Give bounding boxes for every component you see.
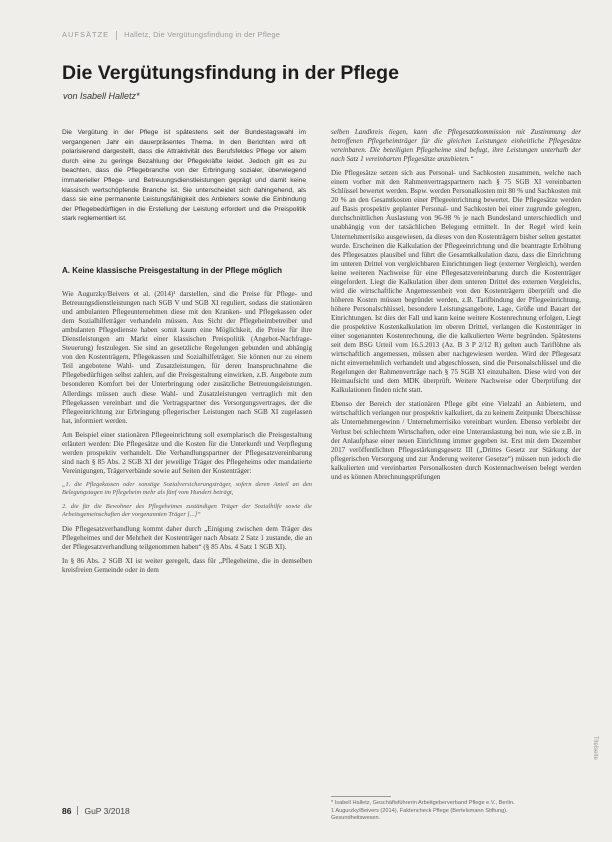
running-header — [62, 30, 572, 44]
journal-issue: GuP 3/2018 — [84, 806, 130, 816]
page-footer — [62, 806, 130, 816]
body-paragraph: Die Pflegesatzverhandlung kommt daher durch „Einigung zwischen dem Träger des Pflegeheimes und der Mehrheit der Kostenträger nach Absatz 2 Satz 1 zustande, die an der Pflegesatzverhandlung teilgenommen haben“ (§ 85 Abs. 4 Satz 1 SGB XI). — [62, 524, 312, 551]
article-title: Die Vergütungsfindung in der Pflege — [62, 62, 399, 84]
page-number: 86 — [62, 806, 72, 816]
article-author: von Isabell Halletz* — [63, 91, 140, 101]
section-label: AUFSÄTZE — [62, 30, 110, 39]
footnote: * Isabell Halletz, Geschäftsführerin Arbeitgeberverband Pflege e.V., Berlin. — [331, 800, 515, 806]
quote-list-item: „1. die Pflegekassen oder sonstige Sozialversicherungsträger, sofern deren Anteil an den Belegungstagen im Pflegeheim mehr als fünf vom Hundert beträgt, — [62, 480, 312, 497]
header-divider — [116, 31, 117, 40]
body-paragraph: In § 86 Abs. 2 SGB XI ist weiter geregelt, dass für „Pflegeheime, die in demselben kreisfreien Gemeinde oder in dem — [62, 556, 312, 574]
lead-paragraph: Die Vergütung in der Pflege ist spätestens seit der Bundestagswahl im vergangenen Jahr ein dauerpräsentes Thema. In den Berichten wird oft polarisierend dargestellt, dass die Attraktivität des Berufsfeldes Pflege vor allem durch eine zu geringe Bezahlung der Pflegekräfte leidet. Jedoch gilt es zu beachten, dass die Pflegebranche von der Erbringung sozialer, überwiegend immaterieller Pflege- und Betreuungsdienstleistungen geprägt und damit keine klassisch wertschöpfende Branche ist. Sie unterscheidet sich dahingehend, als dass sie eine permanente Leistungsfähigkeit des Anbieters sowie die Einbindung der Pflegebedürftigen in die Erstellung der Leistung erfordert und die Preispolitik stark reglementiert ist. — [62, 129, 306, 223]
quote-list-item: 2. die für die Bewohner des Pflegeheimes zuständigen Träger der Sozialhilfe sowie die Arbeitsgemeinschaften der vorgenannten Träger [...]“ — [62, 502, 312, 519]
left-column — [62, 290, 312, 824]
footer-divider — [77, 806, 78, 815]
right-column — [331, 128, 581, 796]
body-paragraph: Die Pflegesätze setzen sich aus Personal- und Sachkosten zusammen, welche nach einem vorher mit den Rahmenvertragspartnern nach § 75 SGB XI vereinbarten Schlüssel bewertet werden. Bspw. werden Personalkosten mit 80 % und Sachkosten mit 20 % an den Gesamtkosten einer Pflegeeinrichtung bewertet. Die Pflegesätze werden auf Basis prospektiv geplanter Personal- und Sachkosten bei einer zugrunde gelegten, durchschnittlichen Auslastung von 96-98 % je nach Bundesland unterschiedlich und unabhängig von der tatsächlichen Belegung ermittelt. In der Regel wird kein Unternehmerrisiko ausgewiesen, da dieses von den Kostenträgern bisher selten gestattet wurde. Erscheinen die Kalkulation der Pflegeeinrichtung und die beantragte Erhöhung des Pflegesatzes plausibel und führt die Gesamtkalkulation dazu, dass die Einrichtung im unteren Drittel von vergleichbaren Einrichtungen liegt (externer Vergleich), werden keine weiteren Nachweise für eine Pflegesatzvereinbarung durch die Kostenträger eingefordert. Liegt die Kalkulation über dem unteren Drittel des externen Vergleichs, wird die wirtschaftliche Angemessenheit von den Kostenträgern überprüft und die höheren Kosten müssen begründet werden, z.B. Tarifbindung der Pflegeeinrichtung, höhere Personalschlüssel, besondere Leistungsangebote, Lage, Größe und Bauart der Einrichtungen. Ist dies der Fall und kann keine weitere Kostenrechnung erfolgen, Liegt die prospektive Kostenkalkulation im oberen Drittel, verlangen die Kostenträger in einer sogenannten Kostenrechnung, die die kalkulierten Werte begründen. Spätestens seit dem BSG Urteil vom 16.5.2013 (Az. B 3 P 2/12 R) gelten auch Tariflöhne als wirtschaftlich angemessen, müssen aber nachgewiesen werden. Wird der Pflegesatz nicht einvernehmlich verhandelt und abgeschlossen, sind die Personalschlüssel und die Regelungen der Rahmenverträge nach § 75 SGB XI einzuhalten. Diese wird von der Heimaufsicht und dem MDK überprüft. Weitere Nachweise oder Überprüfung der Kalkulationen finden nicht statt. — [331, 169, 581, 395]
running-title: Halletz, Die Vergütungsfindung in der Pflege — [124, 30, 281, 39]
body-paragraph: Am Beispiel einer stationären Pflegeeinrichtung soll exemplarisch die Preisgestaltung erläutert werden: Die Pflegesätze und die Kosten für die Unterkunft und Verpflegung werden prospektiv verhandelt. Die Verhandlungspartner der Pflegesatzvereinbarung sind nach § 85 Abs. 2 SGB XI der jeweilige Träger des Pflegeheims oder mandatierte Vereinigungen, Trägerverbände sowie auf Seiten der Kostenträger: — [62, 430, 312, 475]
footnote: 1 Augurzky/Beivers (2014), Faktencheck Pflege (Bertelsmann Stiftung). — [331, 807, 508, 814]
margin-note: Titelseite — [592, 736, 598, 760]
body-paragraph: Wie Augurzky/Beivers et al. (2014)¹ darstellen, sind die Preise für Pflege- und Betreuungsdienstleistungen nach SGB V und SGB XI reguliert, sodass die stationären und ambulanten Pflegeunternehmen diese mit den Kranken- und Pflegekassen oder dem Sozialhilfeträger verhandeln müssen. Aus Sicht der Pflegeheimbetreiber und ambulanten Pflegedienste haben somit kaum eine Möglichkeit, die Preise für ihre Dienstleistungen am Markt einer klassischen Preispolitik (Angebot-Nachfrage-Steuerung) festzulegen. Sie sind an gesetzliche Regelungen gebunden und abhängig von den Kostenträgern, Pflegekassen und Sozialhilfeträger. Sie können nur zu einem Teil angebotene Wahl- und Zusatzleistungen, für deren Inanspruchnahme die Pflegebedürftigen selbst zahlen, auf die Preisgestaltung einwirken, z.B. Angebote zum besonderen Komfort bei der Unterbringung oder zusätzliche Betreuungsleistungen. Allerdings müssen auch diese Wahl- und Zusatzleistungen vertraglich mit den Pflegekassen vereinbart und die Vertragspartner des Versorgungsvertrages, der die Pflegeeinrichtung zur Erbringung pflegerischer Leistungen nach SGB XI zugelassen hat, informiert werden. — [62, 290, 312, 425]
footnotes — [331, 800, 583, 830]
footnote: Gesundheitswesen. — [331, 815, 381, 822]
footnote-rule — [331, 796, 391, 797]
body-paragraph: Ebenso der Bereich der stationären Pflege gibt eine Vielzahl an Anbietern, und wirtschaftlich verlangen nur prospektiv kalkuliert, da zu keinem Zeitpunkt Überschüsse als Unternehmergewinn / Unternehmerrisiko vereinbart wurden. Ebenso verbleibt der Verlust bei schlechtem Wirtschaften, oder eine Unterauslastung bei nun, wie sie z.B. in der Anlaufphase einer neuen Einrichtung immer gegeben ist. Erst mit dem Dezember 2017 veröffentlichten Pflegestärkungsgesetz III („Drittes Gesetz zur Stärkung der pflegerischen Versorgung und zur Änderung weiterer Gesetze“) müssen nun jedoch die kalkulierten und vereinbarten Personalkosten durch Kostennachweisen belegt werden und es können Abrechnungsprüfungen — [331, 400, 581, 481]
section-heading: A. Keine klassische Preisgestaltung in der Pflege möglich — [62, 266, 283, 275]
quote-continuation: selben Landkreis liegen, kann die Pflegesatzkommission mit Zustimmung der betroffenen Pflegeheimträger für die gleichen Leistungen einheitliche Pflegesätze vereinbaren. Die beteiligten Pflegeheime sind befugt, ihre Leistungen unterhalb der nach Satz 1 vereinbarten Pflegesätze anzubieten.“ — [331, 128, 581, 164]
